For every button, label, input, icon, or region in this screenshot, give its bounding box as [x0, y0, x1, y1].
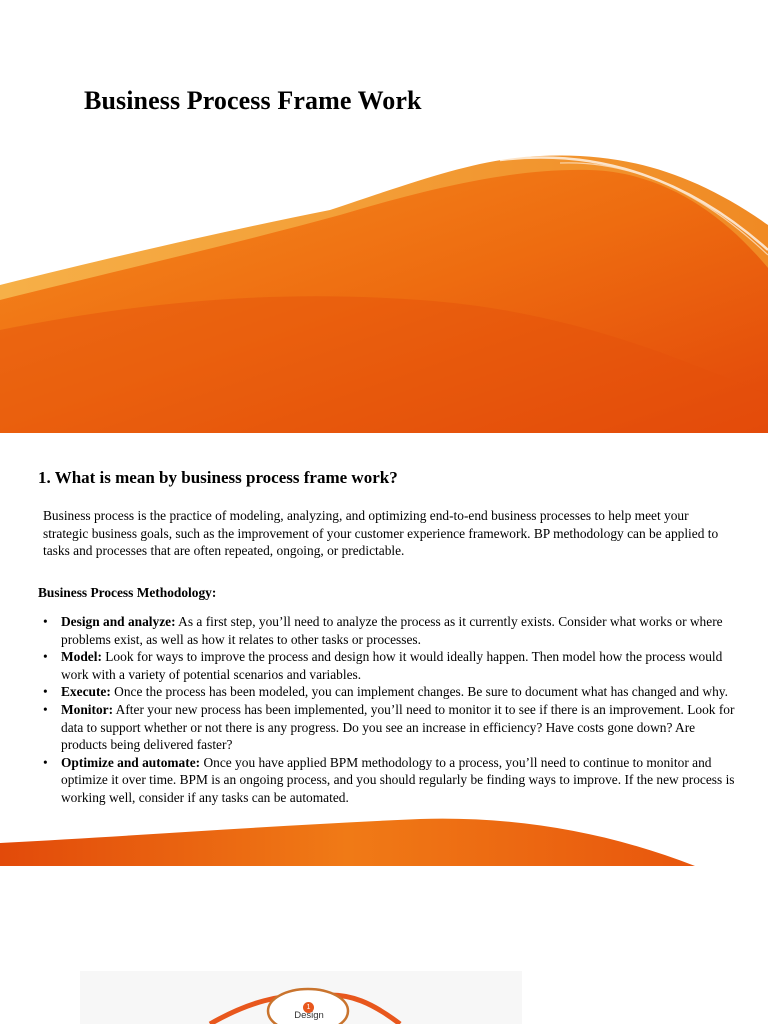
item-name: Optimize and automate: — [61, 754, 201, 770]
item-text: Look for ways to improve the process and design how it would ideally happen. Then model how the process would work with a variety of potential scenarios and variables. — [61, 649, 723, 682]
bullet-icon: • — [43, 649, 48, 665]
intro-paragraph: Business process is the practice of modeling, analyzing, and optimizing end-to-end business processes to help meet your strategic business goals, such as the improvement of your customer experience framework. BP methodology can be applied to tasks and processes that are often repeated, ongoing, or predictable. — [43, 508, 719, 559]
bullet-icon: • — [43, 701, 48, 717]
list-item — [43, 683, 743, 701]
methodology-list — [43, 613, 743, 807]
item-name: Execute: — [61, 684, 111, 700]
orange-wave-graphic — [0, 0, 768, 433]
list-item — [43, 701, 743, 754]
step-number-badge: 1 — [303, 1002, 314, 1013]
item-name: Design and analyze: — [61, 614, 176, 629]
item-name: Model: — [61, 649, 102, 665]
list-item — [43, 648, 743, 683]
diagram-slide — [0, 866, 768, 1024]
title-slide — [0, 0, 768, 433]
item-text: As a first step, you’ll need to analyze the process as it currently exists. Consider what works or where problems exist, as well as how it relates to other tasks or processes. — [61, 614, 723, 647]
bullet-icon: • — [43, 614, 48, 629]
item-text: Once the process has been modeled, you can implement changes. Be sure to document what has changed and why. — [110, 684, 728, 700]
list-item — [43, 613, 743, 648]
design-step-label: Design — [294, 1010, 324, 1021]
slide-title: Business Process Frame Work — [84, 86, 422, 115]
bullet-icon: • — [43, 684, 48, 700]
item-text: After your new process has been implemented, you’ll need to monitor it to see if there is an improvement. Look for data to support whether or not there is any progress. Do you see an increase in efficiency? Have costs gone down? Are products being delivered faster? — [61, 701, 735, 753]
list-item — [43, 754, 743, 807]
section-heading: 1. What is mean by business process frame work? — [38, 468, 398, 487]
item-text: Once you have applied BPM methodology to a process, you’ll need to continue to monitor and optimize it over time. BPM is an ongoing process, and you should regularly be finding ways to improve. If the new process is working well, consider if any tasks can be automated. — [61, 754, 735, 805]
content-slide — [0, 433, 768, 866]
methodology-heading: Business Process Methodology: — [38, 585, 217, 600]
bullet-icon: • — [43, 754, 48, 770]
item-name: Monitor: — [61, 701, 114, 717]
